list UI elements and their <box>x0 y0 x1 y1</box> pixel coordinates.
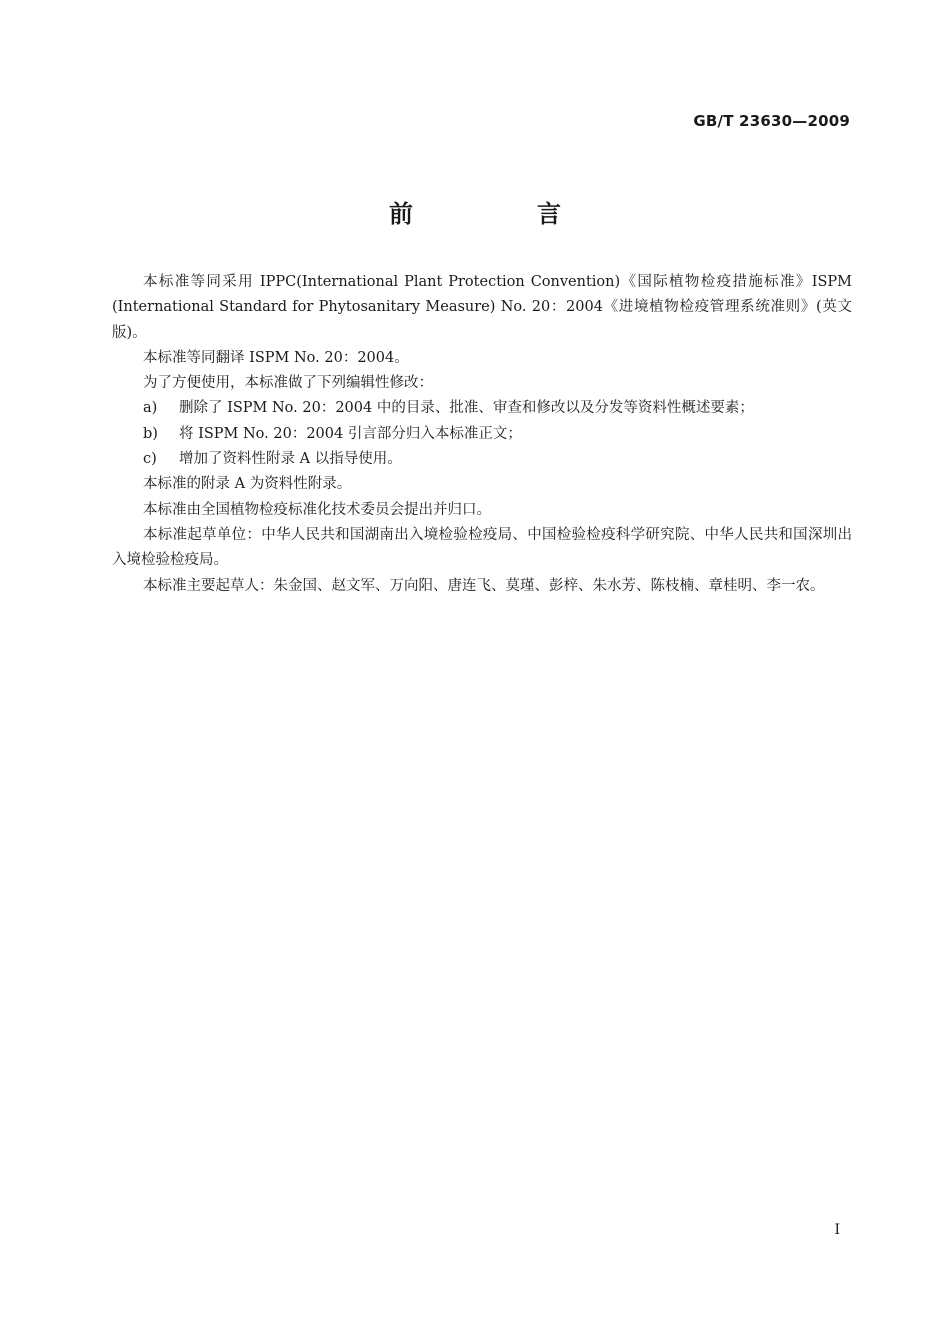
page-title: 前 言 <box>389 200 611 228</box>
page-number: I <box>834 1222 840 1238</box>
paragraph-modifications-intro: 为了方便使用，本标准做了下列编辑性修改： <box>143 375 433 392</box>
paragraph-drafting-units: 本标准起草单位：中华人民共和国湖南出入境检验检疫局、中国检验检疫科学研究院、中华人民共和国深圳出入境检验检疫局。 <box>112 526 852 569</box>
list-item-text: 增加了资料性附录 A 以指导使用。 <box>179 451 402 468</box>
list-item <box>112 447 852 472</box>
paragraph-adoption: 本标准等同采用 IPPC(International Plant Protection Convention)《国际植物检疫措施标准》ISPM (International Standard for Phytosanitary Measure) No. 20：2004《进境植物检疫管理系统准则》(英文版)。 <box>112 274 852 341</box>
list-item <box>112 422 852 447</box>
standard-code: GB/T 23630—2009 <box>693 112 850 130</box>
list-item-text: 将 ISPM No. 20：2004 引言部分归入本标准正文； <box>179 425 522 442</box>
paragraph-translation: 本标准等同翻译 ISPM No. 20：2004。 <box>143 349 409 366</box>
list-item <box>112 396 852 421</box>
list-item-text: 删除了 ISPM No. 20：2004 中的目录、批准、审查和修改以及分发等资料性概述要素； <box>179 400 754 417</box>
paragraph-proposer: 本标准由全国植物检疫标准化技术委员会提出并归口。 <box>143 501 491 518</box>
list-marker: b) <box>143 425 158 442</box>
paragraph-drafters: 本标准主要起草人：朱金国、赵文军、万向阳、唐连飞、莫瑾、彭梓、朱水芳、陈枝楠、章桂明、李一农。 <box>143 577 825 594</box>
paragraph-annex: 本标准的附录 A 为资料性附录。 <box>143 476 352 493</box>
list-marker: c) <box>143 451 157 468</box>
foreword-body <box>112 270 852 599</box>
list-marker: a) <box>143 400 158 417</box>
